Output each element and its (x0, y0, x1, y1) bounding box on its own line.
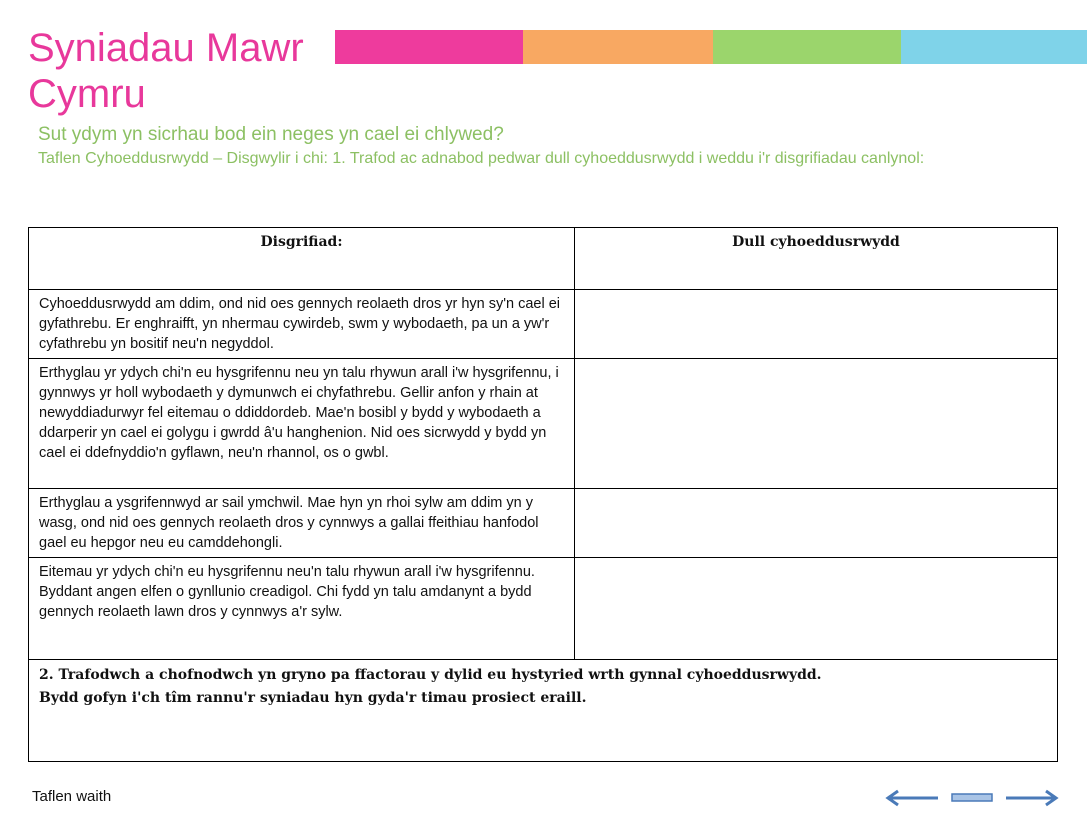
row-method-cell[interactable] (575, 359, 1058, 489)
row-description: Erthyglau yr ydych chi'n eu hysgrifennu neu yn talu rhywun arall i'w hysgrifennu, i gynnwys yr holl wybodaeth y dymunwch ei chyfathrebu. Gellir anfon y rhain at newyddiadurwyr fel eitemau o ddiddordeb. Mae'n bosibl y bydd y wybodaeth a ddarperir yn cael ei golygu i gwrdd â'u hanghenion. Nid oes sicrwydd y bydd yn cael ei ddefnyddio'n gyflawn, neu'n rhannol, os o gwbl. (29, 359, 575, 489)
header-description: Disgrifiad: (29, 228, 575, 290)
row-method-cell[interactable] (575, 290, 1058, 359)
discussion-line-2: Bydd gofyn i'ch tîm rannu'r syniadau hyn gyda'r timau prosiect eraill. (39, 690, 587, 706)
row-description: Eitemau yr ydych chi'n eu hysgrifennu neu'n talu rhywun arall i'w hysgrifennu. Byddant angen elfen o gynllunio creadigol. Chi fydd yn talu amdanynt a bydd gennych reolaeth lawn dros y cynnwys a'r sylw. (29, 558, 575, 660)
table-row (29, 489, 1058, 558)
table-question-row (29, 660, 1058, 762)
table-header-row (29, 228, 1058, 290)
discussion-question[interactable] (29, 660, 1058, 762)
header-method: Dull cyhoeddusrwydd (575, 228, 1058, 290)
discussion-line-1: 2. Trafodwch a chofnodwch yn gryno pa ffactorau y dylid eu hystyried wrth gynnal cyhoeddusrwydd. (39, 667, 822, 683)
arrow-right-icon[interactable] (1004, 786, 1060, 810)
table-row (29, 558, 1058, 660)
color-bar-blue (901, 30, 1087, 64)
row-description: Cyhoeddusrwydd am ddim, ond nid oes gennych reolaeth dros yr hyn sy'n cael ei gyfathrebu. Er enghraifft, yn nhermau cywirdeb, swm y wybodaeth, pa un a yw'r cyfathrebu yn bositif neu'n negyddol. (29, 290, 575, 359)
page-question: Sut ydym yn sicrhau bod ein neges yn cael ei chlywed? (38, 124, 504, 145)
color-bar-pink (335, 30, 523, 64)
row-method-cell[interactable] (575, 558, 1058, 660)
publicity-table (28, 227, 1058, 762)
logo-subtitle: Cymru (28, 72, 146, 116)
color-bars (335, 30, 1087, 64)
menu-dash-icon[interactable] (950, 786, 994, 810)
table-row (29, 290, 1058, 359)
row-method-cell[interactable] (575, 489, 1058, 558)
color-bar-green (713, 30, 901, 64)
table-row (29, 359, 1058, 489)
arrow-left-icon[interactable] (884, 786, 940, 810)
page-intro: Taflen Cyhoeddusrwydd – Disgwylir i chi: 1. Trafod ac adnabod pedwar dull cyhoeddusrwydd i weddu i'r disgrifiadau canlynol: (38, 150, 925, 167)
footer-label: Taflen waith (32, 788, 112, 805)
logo-title: Syniadau Mawr (28, 26, 304, 70)
color-bar-orange (523, 30, 713, 64)
row-description: Erthyglau a ysgrifennwyd ar sail ymchwil. Mae hyn yn rhoi sylw am ddim yn y wasg, ond nid oes gennych reolaeth dros y cynnwys a gallai ffeithiau hanfodol gael eu hepgor neu eu camddehongli. (29, 489, 575, 558)
